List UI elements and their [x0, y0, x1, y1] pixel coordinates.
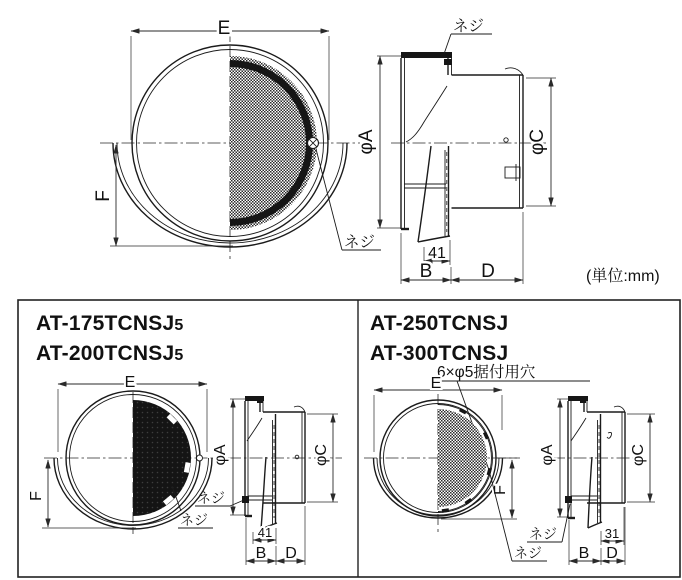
side-view-small	[212, 396, 342, 565]
model-name: AT-200TCNSJ5	[36, 342, 184, 365]
mounting-holes-label: 6×φ5据付用穴	[437, 364, 536, 381]
model-name: AT-250TCNSJ	[370, 312, 509, 335]
dim-phi-a-label: φA	[539, 444, 556, 466]
screw-head-side	[565, 496, 572, 503]
model-name: AT-300TCNSJ	[370, 342, 509, 365]
dim-e-label: E	[124, 374, 136, 391]
unit-note: (単位:mm)	[586, 268, 660, 285]
dim-f-label: F	[492, 485, 509, 495]
damper-flap	[505, 164, 520, 181]
screw-label: ネジ	[453, 18, 485, 35]
screw-label: ネジ	[344, 234, 376, 251]
dim-phi-c-label: φC	[527, 128, 548, 156]
screw-head-side	[444, 59, 452, 65]
side-view-small	[527, 396, 655, 565]
screw-callout-2	[489, 470, 547, 561]
dim-f-label: F	[93, 190, 114, 202]
dim-phi-a-label: φA	[212, 444, 229, 466]
panel-at250-at300	[364, 312, 655, 565]
front-view-small	[364, 375, 547, 561]
dim-41-label: 41	[428, 245, 446, 262]
dim-phi-c-label: φC	[630, 444, 647, 466]
screw-label: ネジ	[180, 512, 208, 528]
main-side-dimensions	[356, 17, 556, 284]
screw-icon	[308, 138, 319, 149]
dim-b-label: B	[578, 545, 590, 562]
panel-at175-at200	[28, 312, 342, 565]
dim-phi-c-label: φC	[313, 444, 330, 466]
screw-callout-1	[195, 490, 244, 506]
dim-d-label: D	[606, 545, 618, 562]
dim-d-label: D	[285, 545, 297, 562]
screw-callout-top	[444, 17, 492, 54]
mesh-grille	[230, 56, 317, 230]
main-front-view	[100, 31, 360, 259]
dim-31-label: 31	[604, 526, 620, 541]
mesh-grille	[438, 409, 487, 507]
screw-icon	[197, 455, 203, 461]
dim-f-label: F	[28, 491, 45, 501]
model-name: AT-175TCNSJ5	[36, 312, 184, 335]
screw-label: ネジ	[529, 526, 557, 542]
dim-b-label: B	[419, 261, 433, 282]
dim-41-label: 41	[257, 525, 273, 540]
dim-e-label: E	[217, 18, 231, 39]
dim-b-label: B	[255, 545, 267, 562]
dim-e-label: E	[430, 375, 442, 392]
pipe-bead-mark	[505, 68, 523, 75]
screw-head-side	[242, 496, 249, 503]
bend-mark	[607, 432, 612, 438]
screw-callout-1	[527, 504, 570, 542]
dim-phi-a-label: φA	[356, 129, 377, 155]
dim-d-label: D	[481, 261, 495, 282]
screw-label: ネジ	[197, 490, 225, 506]
screw-label: ネジ	[514, 545, 542, 561]
